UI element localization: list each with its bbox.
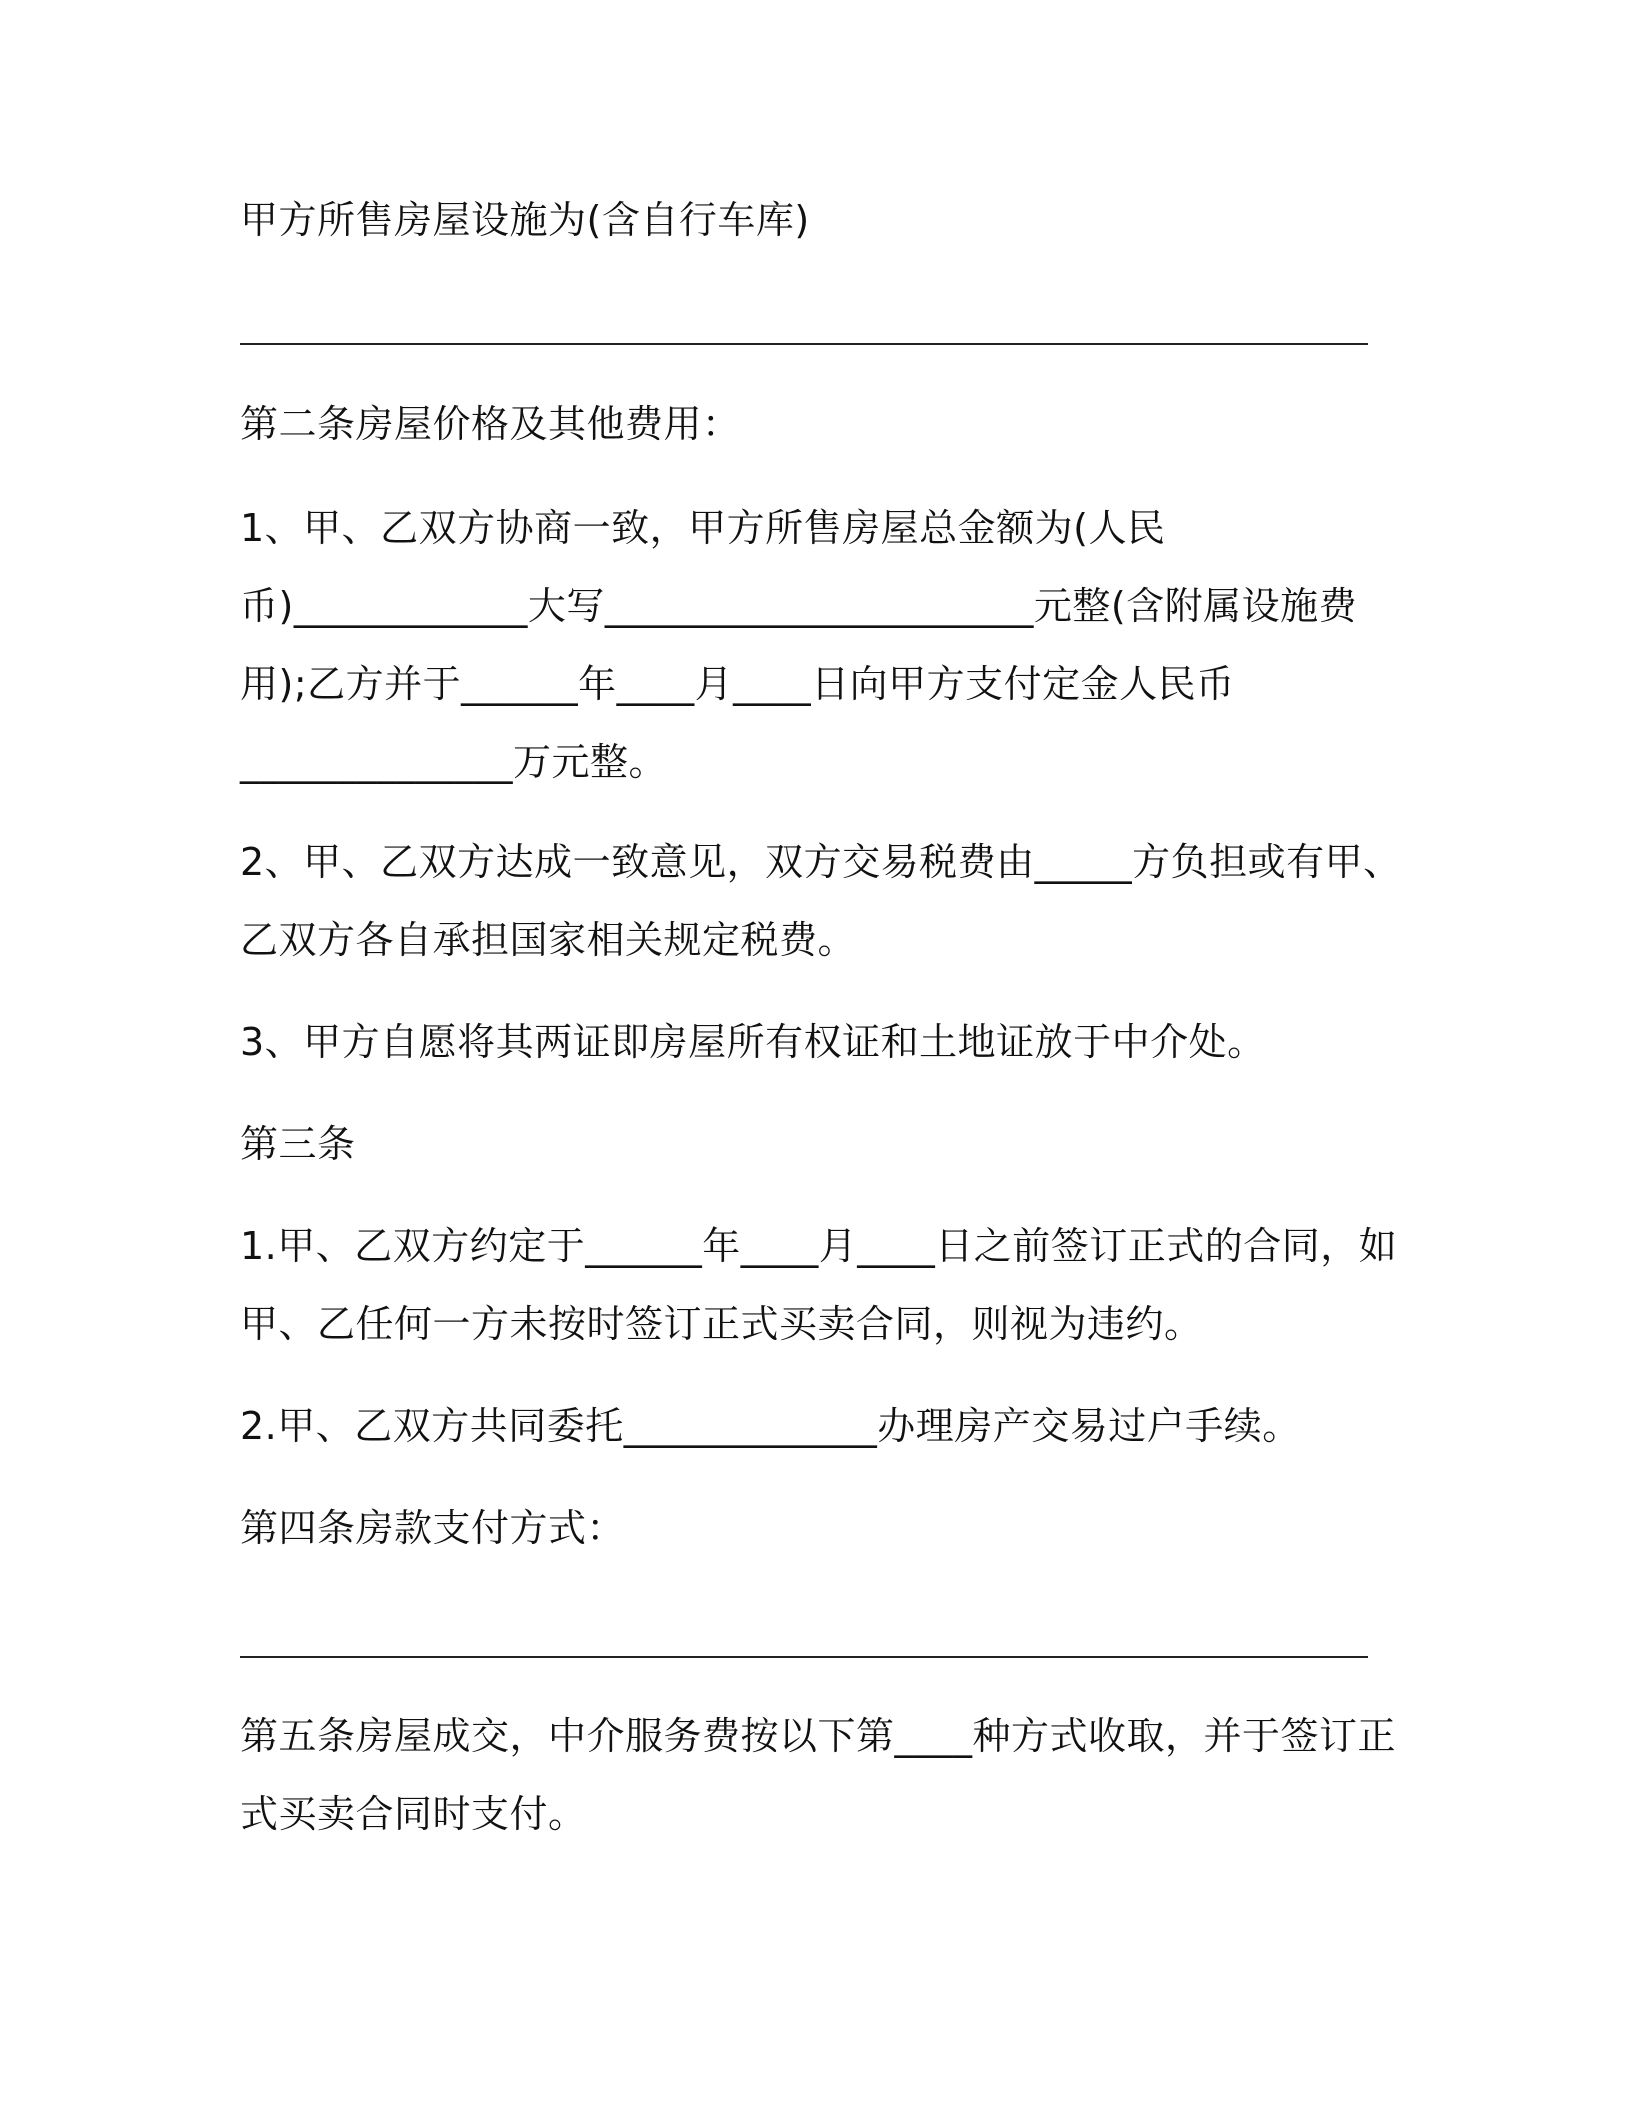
facilities-line: 甲方所售房屋设施为(含自行车库) [240,198,810,242]
clause-2-3: 3、甲方自愿将其两证即房屋所有权证和土地证放于中介处。 [240,1020,1266,1064]
clause-3-2: 2.甲、乙双方共同委托_____________办理房产交易过户手续。 [240,1404,1301,1448]
article-two-heading: 第二条房屋价格及其他费用： [240,402,741,446]
article-five-line-2: 式买卖合同时支付。 [240,1792,587,1836]
clause-2-1-line-1: 1、甲、乙双方协商一致，甲方所售房屋总金额为(人民 [240,506,1166,550]
clause-2-1-line-2: 币)____________大写______________________元整(含附属设施费 [240,584,1358,628]
article-four-heading: 第四条房款支付方式： [240,1506,626,1550]
article-five-line-1: 第五条房屋成交，中介服务费按以下第____种方式收取，并于签订正 [240,1714,1397,1758]
clause-2-1-line-4: ______________万元整。 [240,740,668,784]
article-three-heading: 第三条 [240,1122,356,1166]
blank-fill-line [240,1656,1368,1658]
clause-2-2-line-1: 2、甲、乙双方达成一致意见，双方交易税费由_____方负担或有甲、 [240,840,1402,884]
clause-3-1-line-2: 甲、乙任何一方未按时签订正式买卖合同，则视为违约。 [240,1302,1203,1346]
clause-3-1-line-1: 1.甲、乙双方约定于______年____月____日之前签订正式的合同，如 [240,1224,1398,1268]
blank-fill-line [240,343,1368,345]
clause-2-1-line-3: 用);乙方并于______年____月____日向甲方支付定金人民币 [240,662,1235,706]
clause-2-2-line-2: 乙双方各自承担国家相关规定税费。 [240,918,857,962]
